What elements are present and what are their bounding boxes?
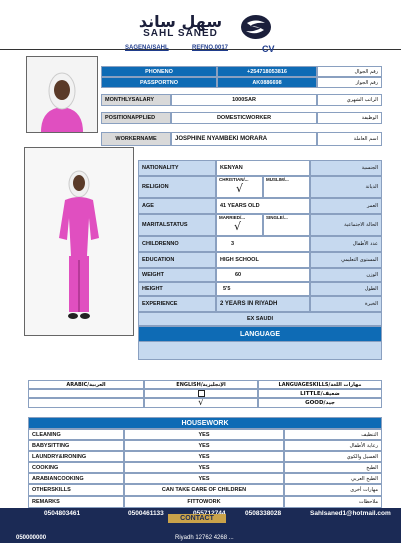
marital-option-single (263, 214, 310, 236)
marital-single-text: SINGLE/... (266, 215, 288, 220)
nationality-value: KENYAN (216, 160, 310, 176)
housework-row-label: REMARKS (28, 496, 124, 508)
marital-married-check-icon: √ (234, 220, 242, 233)
footer-email: Sahlsaned1@hotmail.com (310, 510, 391, 517)
footer-phone-1: 0504803461 (44, 510, 81, 517)
height-label-arabic: الطول (310, 282, 382, 296)
housework-row-value: YES (124, 473, 284, 484)
housework-row-value: YES (124, 462, 284, 473)
position-value: DOMESTICWORKER (171, 112, 317, 124)
housework-row-value: YES (124, 451, 284, 462)
phone-label-arabic: رقم الجوال (317, 66, 382, 77)
housework-row-label: CLEANING (28, 429, 124, 440)
housework-row-value: CAN TAKE CARE OF CHILDREN (124, 484, 284, 496)
language-heading: LANGUAGE (138, 326, 382, 342)
language-english: ENGLISH/الإنجليزية (144, 380, 258, 389)
cv-title: CV (262, 44, 275, 54)
housework-row-label-arabic: الغسيل والكوي (284, 451, 382, 462)
nationality-label-arabic: الجنسية (310, 160, 382, 176)
footer-phone-2: 0500461133 (128, 510, 164, 517)
housework-row-label: OTHERSKILLS (28, 484, 124, 496)
arabic-good-cell (28, 398, 144, 408)
housework-row-label-arabic: رعاية الأطفال (284, 440, 382, 451)
language-arabic: ARABIC/العربية (28, 380, 144, 389)
housework-row-label: LAUNDRY&IRONING (28, 451, 124, 462)
position-label: POSITIONAPPLIED (101, 112, 171, 124)
housework-row-label: ARABIANCOOKING (28, 473, 124, 484)
experience-value: 2 YEARS IN RIYADH (216, 296, 310, 312)
level-good-label: GOOD/جيد (258, 398, 382, 408)
english-little-cell (144, 389, 258, 398)
height-label: HEIGHT (138, 282, 216, 296)
religion-christian-check-icon: √ (236, 182, 244, 195)
passport-label: PASSPORTNO (101, 77, 217, 88)
housework-row-value: YES (124, 440, 284, 451)
housework-row-label: COOKING (28, 462, 124, 473)
worker-name-label-arabic: اسم العاملة (317, 132, 382, 146)
marital-status-label: MARITALSTATUS (138, 214, 216, 236)
portrait-photo (26, 56, 98, 133)
ex-saudi-note: EX SAUDI (138, 312, 382, 326)
religion-label-arabic: الديانة (310, 176, 382, 198)
children-label: CHILDRENNO (138, 236, 216, 252)
housework-row-label-arabic: الطبخ (284, 462, 382, 473)
logo-arabic-text: سهل ساند (138, 12, 223, 31)
position-label-arabic: الوظيفة (317, 112, 382, 124)
footer-contact-label: CONTACT (168, 514, 226, 523)
housework-row-value: YES (124, 429, 284, 440)
experience-label-arabic: الخبرة (310, 296, 382, 312)
english-good-check-icon: √ (144, 398, 258, 408)
footer-phone-4: 0508338028 (245, 510, 282, 517)
experience-label: EXPERIENCE (138, 296, 216, 312)
company-logo-icon (240, 14, 272, 40)
salary-value: 1000SAR (171, 94, 317, 106)
religion-christian-text: CHRISTIAN/... (219, 177, 249, 182)
arabic-little-cell (28, 389, 144, 398)
worker-name-label: WORKERNAME (101, 132, 171, 146)
housework-row-label-arabic: التنظيف (284, 429, 382, 440)
phone-value: +254718053816 (217, 66, 317, 77)
marital-status-label-arabic: الحالة الاجتماعية (310, 214, 382, 236)
housework-row-value: FITTOWORK (124, 496, 284, 508)
footer-partial-number: 050000000 (16, 535, 47, 541)
weight-label-arabic: الوزن (310, 268, 382, 282)
language-skills-label: LANGUAGESKILLS/مهارات اللغة (258, 380, 382, 389)
housework-heading: HOUSEWORK (28, 417, 382, 429)
weight-label: WEIGHT (138, 268, 216, 282)
education-label-arabic: المستوى التعليمي (310, 252, 382, 268)
housework-row-label-arabic: مهارات أخرى (284, 484, 382, 496)
housework-row-label-arabic: الطبخ العربي (284, 473, 382, 484)
agency-reference: SAGENA/SAHL (125, 45, 169, 51)
education-label: EDUCATION (138, 252, 216, 268)
housework-row-label: BABYSITTING (28, 440, 124, 451)
checkbox-icon (198, 390, 205, 397)
age-value: 41 YEARS OLD (216, 198, 310, 214)
age-label-arabic: العمر (310, 198, 382, 214)
salary-label: MONTHLYSALARY (101, 94, 171, 106)
weight-value: 60 (216, 268, 310, 282)
religion-muslim-text: MUSLIM/... (266, 177, 289, 182)
height-value: 5'5 (216, 282, 310, 296)
salary-label-arabic: الراتب الشهري (317, 94, 382, 106)
religion-label: RELIGION (138, 176, 216, 198)
marital-married-text: MARRIED/... (219, 215, 246, 220)
religion-option-muslim (263, 176, 310, 198)
logo-english-text: SAHL SANED (143, 28, 218, 39)
housework-row-label-arabic: ملاحظات (284, 496, 382, 508)
passport-value: AK0886698 (217, 77, 317, 88)
passport-label-arabic: رقم الجواز (317, 77, 382, 88)
nationality-label: NATIONALITY (138, 160, 216, 176)
full-body-photo (24, 147, 134, 336)
children-value: 3 (216, 236, 310, 252)
reference-number: REFNO.0017 (192, 45, 229, 51)
age-label: AGE (138, 198, 216, 214)
worker-name-value: JOSPHINE NYAMBEKI MORARA (171, 132, 317, 146)
children-label-arabic: عدد الأطفال (310, 236, 382, 252)
education-value: HIGH SCHOOL (216, 252, 310, 268)
footer-address: Riyadh 12762 4268 ... (175, 535, 234, 541)
level-little-label: LITTLE/ضعيف (258, 389, 382, 398)
phone-label: PHONENO (101, 66, 217, 77)
